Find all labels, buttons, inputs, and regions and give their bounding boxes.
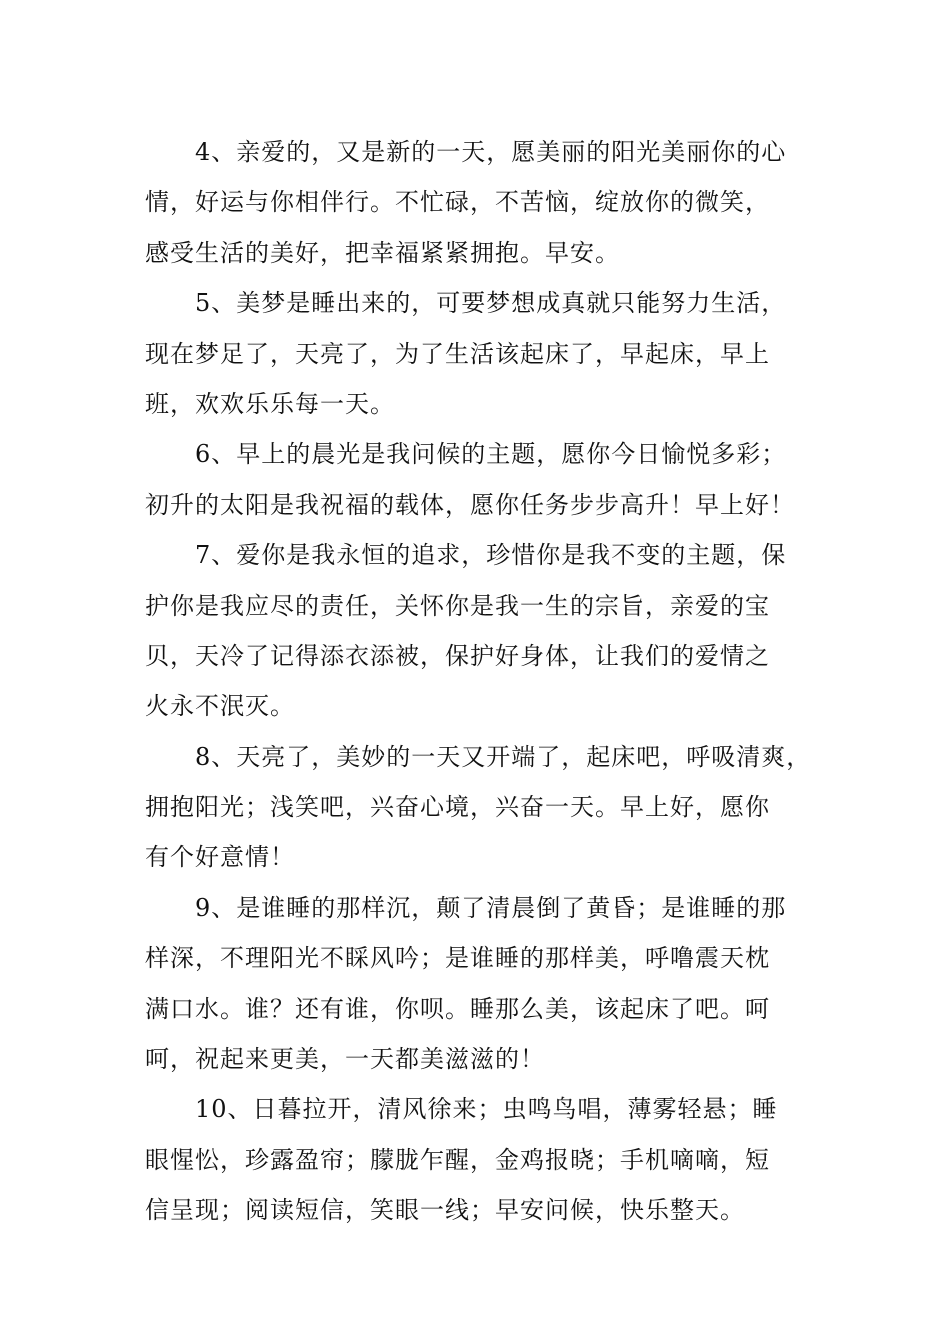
text-line: 拥抱阳光；浅笑吧，兴奋心境，兴奋一天。早上好，愿你 [145,793,770,822]
text-line: 4、亲爱的，又是新的一天，愿美丽的阳光美丽你的心 [195,138,787,166]
text-line: 贝，天冷了记得添衣添被，保护好身体，让我们的爱情之 [145,641,770,670]
paragraph-4 [145,127,835,278]
text-line: 护你是我应尽的责任，关怀你是我一生的宗旨，亲爱的宝 [145,591,770,620]
text-line: 初升的太阳是我祝福的载体，愿你任务步步高升！早上好！ [145,490,795,519]
paragraph-8 [145,732,835,883]
text-line: 现在梦足了，天亮了，为了生活该起床了，早起床，早上 [145,339,770,368]
text-line: 眼惺忪，珍露盈帘；朦胧乍醒，金鸡报晓；手机嘀嘀，短 [145,1145,770,1174]
text-line: 10、日暮拉开，清风徐来；虫鸣鸟唱，薄雾轻悬；睡 [195,1095,778,1124]
text-line: 情，好运与你相伴行。不忙碌，不苦恼，绽放你的微笑， [145,188,770,217]
paragraph-7 [145,530,835,732]
text-line: 8、天亮了，美妙的一天又开端了，起床吧，呼吸清爽， [195,742,812,771]
text-line: 呵，祝起来更美，一天都美滋滋的！ [145,1045,545,1074]
text-line: 6、早上的晨光是我问候的主题，愿你今日愉悦多彩； [195,440,787,469]
text-line: 信呈现；阅读短信，笑眼一线；早安问候，快乐整天。 [145,1196,745,1225]
paragraph-6 [145,429,835,530]
text-line: 有个好意情！ [145,843,295,872]
text-line: 样深，不理阳光不睬风吟；是谁睡的那样美，呼噜震天枕 [145,944,770,973]
text-line: 感受生活的美好，把幸福紧紧拥抱。早安。 [145,238,620,267]
paragraph-5 [145,278,835,429]
text-line: 9、是谁睡的那样沉，颠了清晨倒了黄昏；是谁睡的那 [195,893,787,922]
text-line: 满口水。谁？还有谁，你呗。睡那么美，该起床了吧。呵 [145,994,770,1023]
text-line: 5、美梦是睡出来的，可要梦想成真就只能努力生活， [195,289,787,318]
document-body [145,127,835,1236]
text-line: 班，欢欢乐乐每一天。 [145,389,395,418]
text-line: 火永不泯灭。 [145,692,295,721]
paragraph-10 [145,1084,835,1235]
text-line: 7、爱你是我永恒的追求，珍惜你是我不变的主题，保 [195,541,787,570]
paragraph-9 [145,883,835,1085]
